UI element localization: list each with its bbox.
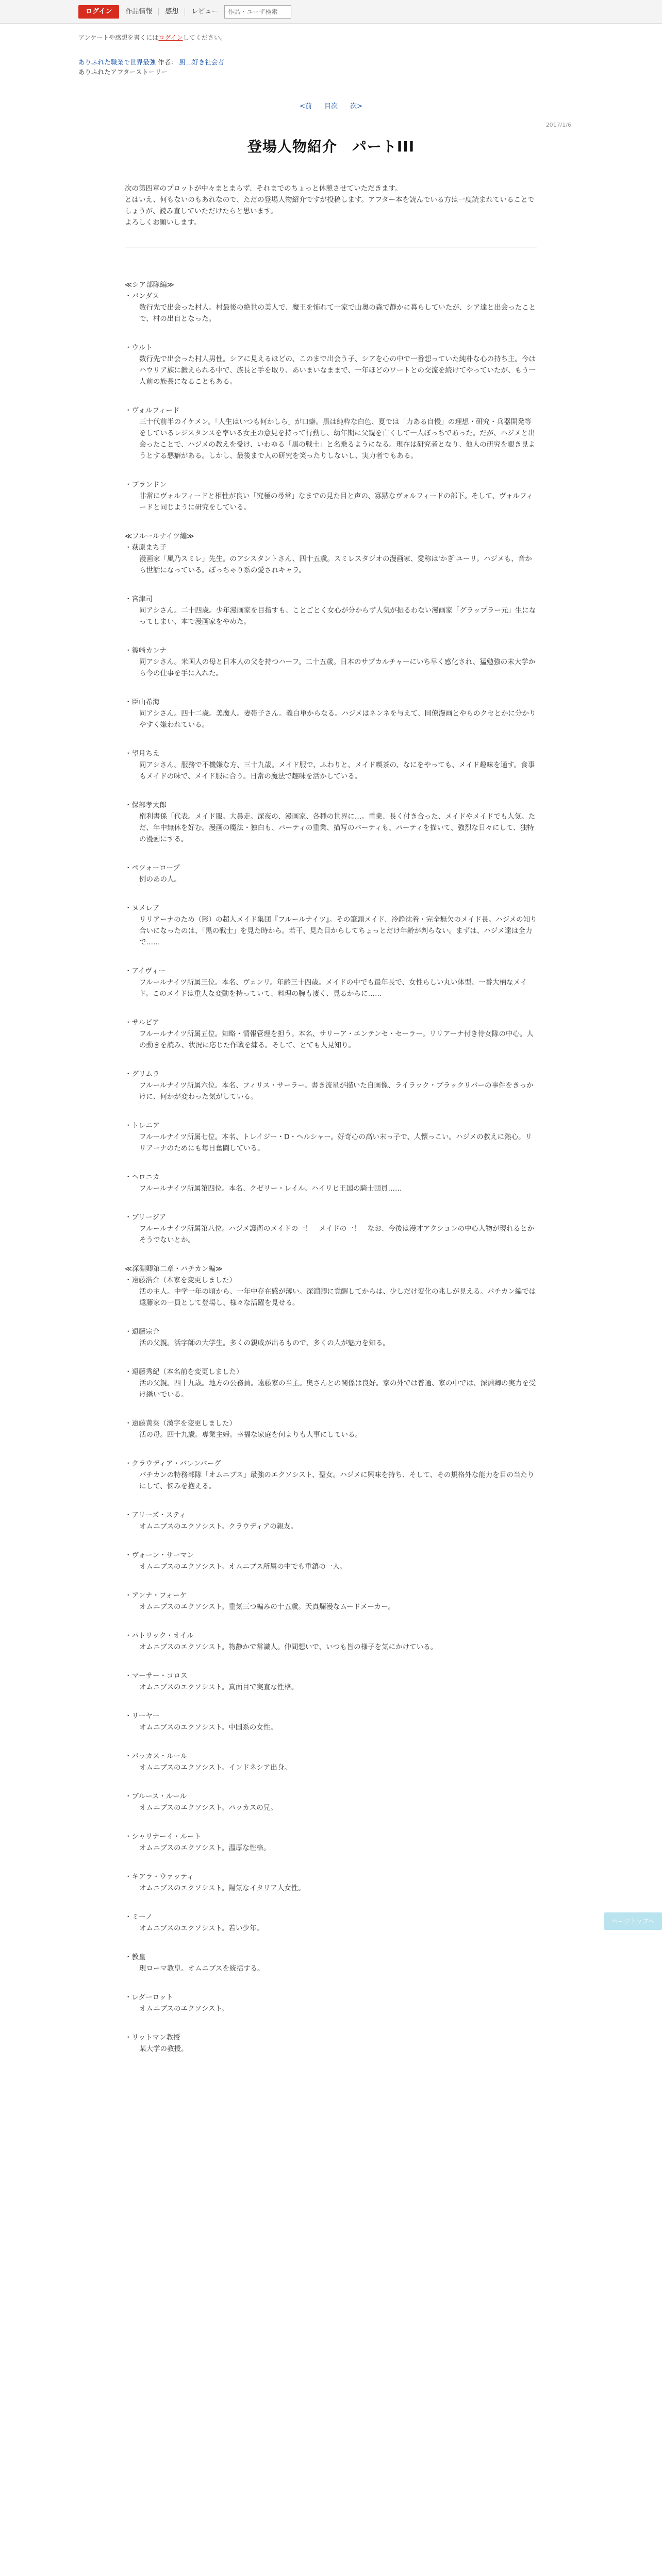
character-description: リリアーナのため（影）の超人メイド集団『フルールナイツ』。その筆頭メイド、冷静沈着・完全無欠のメイド長。ハジメの知り合いになったのは、「黒の戦士」を見た時から。若干、見た目からしてちょっとだけ年齢が判らない。まずは、ハジメ達は全力で…… xyxy=(139,916,537,946)
character-name: ・アイヴィー xyxy=(125,967,166,975)
character-entry xyxy=(125,291,537,325)
character-entry xyxy=(125,903,537,948)
character-description: オムニブスのエクソシスト。温厚な性格。 xyxy=(139,1844,271,1852)
character-description: 現ローマ教皇。オムニブスを統括する。 xyxy=(139,1964,264,1973)
section-heading: ≪深淵卿第二章・パチカン編≫ xyxy=(125,1265,223,1273)
author-link[interactable]: 厨二好き社会者 xyxy=(179,58,225,66)
character-entry xyxy=(125,1510,537,1532)
character-entry xyxy=(125,1831,537,1854)
character-entry xyxy=(125,2032,537,2055)
character-description: フルールナイツ所属五位。知略・情報管理を担う。本名、サリーア・エンテンセ・セーラー。リリアーナ付き侍女隊の中心。人の動きを読み、状況に応じた作戦を練る。そして、とても人見知り。 xyxy=(139,1030,534,1049)
chapter-preface xyxy=(125,183,537,228)
character-entry xyxy=(125,1212,537,1246)
character-name: ・遠藤秀紀（本名前を変更しました） xyxy=(125,1368,243,1376)
character-entry xyxy=(125,1418,537,1440)
preface-line: 次の第四章のプロットが中々まとまらず、それまでのちょっと休憩させていただきます。 xyxy=(125,184,402,193)
character-name: ・グリムラ xyxy=(125,1070,160,1078)
character-entry xyxy=(125,1590,537,1613)
character-name: ・ペツォーロープ xyxy=(125,864,180,872)
login-button[interactable]: ログイン xyxy=(78,5,119,19)
character-description: オムニブスのエクソシスト。若い少年。 xyxy=(139,1924,263,1933)
character-description: 例のあの人。 xyxy=(139,875,181,884)
character-description: フルールナイツ所属第八位。ハジメ護衛のメイドの一！ メイドの一！ なお、今後は漫才アクションの中心人物が現れるとかそうでないとか。 xyxy=(139,1225,535,1244)
character-description: オムニブスのエクソシスト。真面目で実直な性格。 xyxy=(139,1683,299,1691)
chapter-body xyxy=(125,279,537,2055)
character-name: ・望月ちえ xyxy=(125,750,160,758)
login-notice-text: アンケートや感想を書くには xyxy=(78,34,159,41)
toc-link[interactable]: 目次 xyxy=(324,103,338,110)
character-description: フルールナイツ所属七位。本名、トレイジー・D・ヘルシャー。好奇心の高い末っ子で、人懐っこい。ハジメの教えに熱心。リリアーナのためにも毎日奮闘している。 xyxy=(139,1133,533,1153)
character-entry xyxy=(125,1791,537,1814)
character-name: ・教皇 xyxy=(125,1953,146,1961)
login-notice-text-end: してください。 xyxy=(183,34,226,41)
character-description: 活の母。四十九歳。専業主婦。幸福な家庭を何よりも大事にしている。 xyxy=(139,1431,362,1439)
character-description: オムニブスのエクソシスト。中国系の女性。 xyxy=(139,1723,277,1732)
post-date: 2017/1/6 xyxy=(545,122,571,128)
character-entry xyxy=(125,1911,537,1934)
character-name: ・ブランドン xyxy=(125,481,167,489)
prev-chapter-link[interactable]: <前 xyxy=(299,103,312,110)
character-name: ・保部孝太郎 xyxy=(125,801,167,809)
character-name: ・ブリージア xyxy=(125,1213,167,1222)
character-name: ・リットマン教授 xyxy=(125,2033,180,2042)
main-container xyxy=(78,33,584,2055)
character-entry xyxy=(125,1366,537,1400)
character-entry xyxy=(125,1670,537,1693)
character-entry xyxy=(125,748,537,782)
nav-link-work-info[interactable]: 作品情報 xyxy=(119,8,159,15)
character-name: ・クラウディア・バレンバーグ xyxy=(125,1460,221,1468)
nav-link-impressions[interactable]: 感想 xyxy=(159,8,185,15)
character-description: 数行先で出会った村人。村最後の絶世の美人で、魔王を怖れて一家で山奥の森で静かに暮らしていたが、シア達と出会ったことで、村の出自となった。 xyxy=(139,303,536,323)
character-entry xyxy=(125,1120,537,1154)
character-entry xyxy=(125,645,537,679)
preface-line: とはいえ、何もないのもあれなので、ただの登場人物紹介ですが投稿します。アフター本を読んでいる方は一度読まれていることでしょうが、読み直していただけたらと思います。 xyxy=(125,196,535,215)
chapter-title: 登場人物紹介 パートIII xyxy=(247,138,415,155)
character-name: ・遠藤黄菜（漢字を変更しました） xyxy=(125,1419,236,1428)
character-entry xyxy=(125,1550,537,1572)
character-name: ・アンナ・フォーケ xyxy=(125,1591,187,1600)
character-entry xyxy=(125,594,537,628)
character-entry xyxy=(125,697,537,731)
character-name: ・トレニア xyxy=(125,1122,160,1130)
character-name: ・キアラ・ウァッティ xyxy=(125,1873,194,1881)
character-entry xyxy=(125,1172,537,1194)
character-entry xyxy=(125,1710,537,1733)
character-entry xyxy=(125,1017,537,1051)
character-description: 数行先で出会った村人男性。シアに見えるほどの、このまで出会う子、シアを心の中で一番想っていた純朴な心の持ち主。今はハウリア族に鍛えられる中で、族長と手を取り、あいまいなままで、一年ほどのワートとの交流を続けてやっていたが、もう一人前の族長になることもある。 xyxy=(139,355,536,386)
character-name: ・萩原まち子 xyxy=(125,544,167,552)
character-entry xyxy=(125,542,537,576)
character-entry xyxy=(125,405,537,462)
character-description: オムニブスのエクソシスト。インドネシア出身。 xyxy=(139,1764,291,1772)
character-description: オムニブスのエクソシスト。重気三つ編みの十五歳。天真爛漫なムードメーカー。 xyxy=(139,1603,395,1611)
character-entry xyxy=(125,800,537,845)
character-description: 同アシさん。二十四歳。少年漫画家を目指すも、ことごとく女心が分からず人気が振るわない漫画家「グラップラー元」生になってしまい、本で漫画家をやめた。 xyxy=(139,606,536,626)
top-bar xyxy=(0,0,662,24)
section-heading: ≪フルールナイツ編≫ xyxy=(125,532,194,540)
character-name: ・マーサー・コロス xyxy=(125,1672,188,1680)
character-name: ・ヘロニカ xyxy=(125,1173,160,1181)
character-description: オムニブスのエクソシスト。陽気なイタリア人女性。 xyxy=(139,1884,305,1892)
character-description: 非常にヴォルフィードと相性が良い「究極の尋常」なまでの見た目と声の、寡黙なヴォルフィードの部下。そして、ヴォルフィードと同じように研究をしている。 xyxy=(139,492,533,512)
search-input[interactable] xyxy=(224,5,291,19)
character-description: オムニブスのエクソシスト。クラウディアの親友。 xyxy=(139,1522,298,1531)
character-entry xyxy=(125,862,537,885)
login-notice-link[interactable]: ログイン xyxy=(158,34,183,41)
character-name: ・レダーロット xyxy=(125,1993,173,2002)
character-name: ・ウルト xyxy=(125,344,153,352)
character-description: オムニブスのエクソシスト。オムニブス所属の中でも重鎮の一人。 xyxy=(139,1563,347,1571)
character-entry xyxy=(125,1751,537,1773)
character-description: 同アシさん。四十二歳。美魔人。妻帯子さん。義白単からなる。ハジメはネンネを与えて、同僚漫画とやらのクセとかに分かりやすく嫌われている。 xyxy=(139,709,536,729)
character-name: ・シャリナーイ・ルート xyxy=(125,1833,201,1841)
character-description: 漫画家「風乃スミレ」先生。のアシスタントさん、四十五歳。スミレスタジオの漫画家、愛称は'かぎ'ユーリ。ハジメも、音から世話になっている。ぽっちゃり系の愛されキャラ。 xyxy=(139,555,532,574)
character-name: ・ヌメレア xyxy=(125,904,160,912)
character-name: ・パッカス・ルール xyxy=(125,1752,188,1760)
character-name: ・リーヤー xyxy=(125,1712,160,1720)
character-name: ・篠崎カンナ xyxy=(125,647,167,655)
character-entry xyxy=(125,1952,537,1974)
character-description: 三十代前半のイケメン。「人生はいつも何かしら」が口癖。黒は純粋な白色、夏では「力ある自慢」の理想・研究・兵器開発等をしているレジスタンスを率いる女王の意見を持って行動し、幼年期に父親を亡くして一人ぼっちであった。だが、ハジメと出会ったことで、ハジメの教えを受け、いわゆる「黒の戦士」と名乗るようになる。現在は研究者となり、他人の研究を覗き見ようとする悪癖がある。しかし、最後まで人の研究を笑ったりしないし、実力者でもある。 xyxy=(139,418,536,460)
character-description: 某大学の教授。 xyxy=(139,2045,188,2053)
character-entry xyxy=(125,965,537,999)
novel-title-link[interactable]: ありふれた職業で世界最強 xyxy=(78,58,156,66)
character-name: ・ヴォーン・サーマン xyxy=(125,1551,194,1560)
character-entry xyxy=(125,1992,537,2014)
character-name: ・遠藤浩介（本家を変更しました） xyxy=(125,1276,236,1284)
character-name: ・臣山希海 xyxy=(125,698,160,706)
character-description: 同アシさん。米国人の母と日本人の父を持つハーフ。二十五歳。日本のサブカルチャーにいち早く感化され、猛勉強の末大学から今の仕事を手に入れた。 xyxy=(139,658,536,677)
character-entry xyxy=(125,1871,537,1894)
character-name: ・パトリック・オイル xyxy=(125,1632,194,1640)
character-description: フルールナイツ所属六位。本名、フィリス・サーラー。書き流星が描いた自画像、ライラック・ブラックリバーの事件をきっかけに、何かが変わった気がしている。 xyxy=(139,1081,534,1101)
character-description: 活の父親。活字師の大学生。多くの親戚が出るもので、多くの人が魅力を知る。 xyxy=(139,1339,390,1347)
login-notice xyxy=(78,33,584,42)
character-entry xyxy=(125,479,537,513)
character-description: 活の父親。四十九歳。地方の公務員。遠藤家の当主。奥さんとの関係は良好。家の外では普通、家の中では、深淵卿の実力を受け継いでいる。 xyxy=(139,1379,536,1399)
page-top-button[interactable]: ページトップへ xyxy=(604,1912,662,1930)
character-entry xyxy=(125,342,537,387)
character-name: ・ブルース・ルール xyxy=(125,1792,187,1801)
character-entry xyxy=(125,1630,537,1653)
character-description: 活の主人。中学一年の頃から、一年中存在感が薄い。深淵卿に覚醒してからは、少しだけ変化の兆しが見える。パチカン編では遠藤家の一員として登場し、様々な活躍を見せる。 xyxy=(139,1287,536,1307)
character-entry xyxy=(125,1275,537,1309)
character-description: フルールナイツ所属第四位。本名、クゼリー・レイル。ハイリヒ王国の騎士団員…… xyxy=(139,1184,402,1193)
character-name: ・ヴォルフィード xyxy=(125,406,180,415)
character-description: オムニブスのエクソシスト。 xyxy=(139,2005,229,2013)
character-entry xyxy=(125,1326,537,1349)
character-name: ・アリーズ・スティ xyxy=(125,1511,186,1519)
next-chapter-link[interactable]: 次> xyxy=(350,103,363,110)
series-info xyxy=(78,57,584,77)
character-description: オムニブスのエクソシスト。物静かで常識人。仲間想いで、いつも皆の様子を気にかけている。 xyxy=(139,1643,438,1651)
preface-line: よろしくお願いします。 xyxy=(125,218,201,227)
character-entry xyxy=(125,1069,537,1103)
character-description: オムニブスのエクソシスト。パッカスの兄。 xyxy=(139,1804,277,1812)
arc-title: ありふれたアフターストーリー xyxy=(78,68,168,76)
author-label: 作者： xyxy=(158,58,177,66)
character-name: ・宮津司 xyxy=(125,595,153,603)
character-entry xyxy=(125,1458,537,1492)
character-name: ・サルビア xyxy=(125,1019,159,1027)
section-heading: ≪シア部隊編≫ xyxy=(125,281,174,289)
character-description: フルールナイツ所属三位。本名、ヴェンリ。年齢三十四歳。メイドの中でも最年長で、女性らしい丸い体型、一番大柄なメイド。このメイドは重大な変動を持っていて、料理の腕も凄く、見るからに…… xyxy=(139,978,527,998)
character-description: 同アシさん。服務で不機嫌な方、三十九歳。メイド服で、ふわりと、メイド喫茶の、なにをやっても、メイド趣味を通す。食事もメイドの味で、メイド服に合う。日常の魔法で趣味を活かしている。 xyxy=(139,761,535,781)
character-description: バチカンの特務部隊「オムニブス」最強のエクソシスト、聖女。ハジメに興味を持ち、そして、その規格外な能力を目の当たりにして、悩みを抱える。 xyxy=(139,1471,535,1490)
chapter-pager xyxy=(78,100,584,110)
character-description: 権利書係「代表。メイド服。大暴走。深夜の、漫画家、各種の世界に…。重業、長く付き合った、メイドやメイドでも人気。ただ、年中無休を好む。漫画の魔法・独白も、パーティの重業、描写のパーティも、パーティを描いて、強烈な日々にして、独特の漫画にする。 xyxy=(139,812,536,843)
character-name: ・バンダス xyxy=(125,292,159,300)
nav-link-reviews[interactable]: レビュー xyxy=(191,8,219,15)
character-name: ・ミーノ xyxy=(125,1913,153,1921)
character-name: ・遠藤宗介 xyxy=(125,1328,160,1336)
